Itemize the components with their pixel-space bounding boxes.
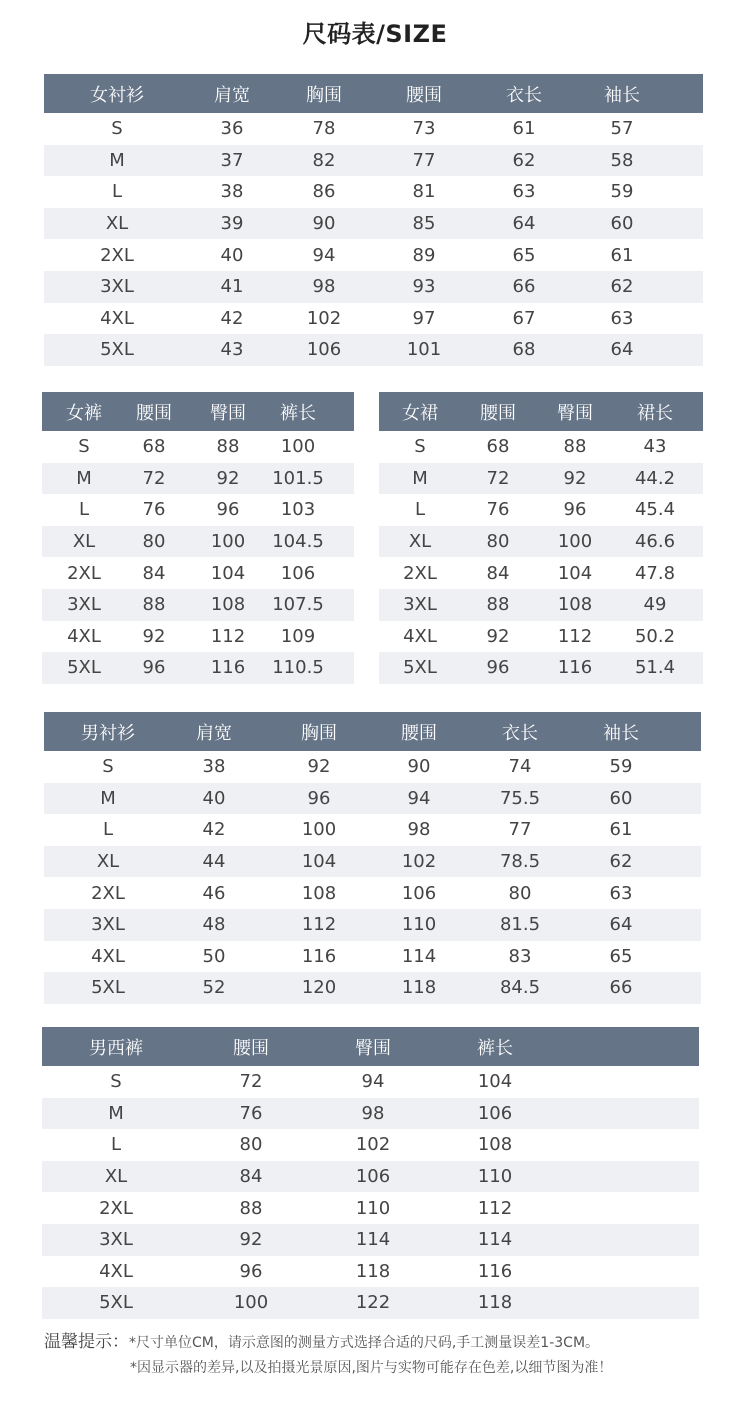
table-header-row bbox=[42, 1027, 699, 1066]
table-cell: 88 bbox=[239, 1197, 263, 1219]
table-cell: XL bbox=[105, 213, 129, 235]
table-cell: 74 bbox=[508, 756, 532, 778]
table-cell: 104.5 bbox=[272, 531, 324, 553]
table-cell: 83 bbox=[508, 945, 532, 967]
table-cell: 65 bbox=[609, 945, 633, 967]
table-row bbox=[42, 494, 354, 526]
table-cell: 40 bbox=[202, 787, 226, 809]
table-cell: 2XL bbox=[100, 244, 134, 266]
table-cell: 36 bbox=[220, 118, 244, 140]
table-cell: 78 bbox=[312, 118, 336, 140]
table-cell: 67 bbox=[512, 307, 536, 329]
table-cell: S bbox=[414, 436, 426, 458]
table-row bbox=[44, 176, 703, 208]
table-row bbox=[379, 431, 703, 463]
header-cell: 腰围 bbox=[406, 84, 442, 106]
header-cell: 腰围 bbox=[136, 402, 172, 424]
table-cell: 98 bbox=[407, 819, 431, 841]
table-cell: 76 bbox=[486, 499, 510, 521]
table-cell: 63 bbox=[610, 307, 634, 329]
header-cell: 袖长 bbox=[603, 722, 639, 744]
header-cell: 肩宽 bbox=[214, 84, 250, 106]
table-cell: 4XL bbox=[403, 625, 437, 647]
table-cell: M bbox=[76, 467, 92, 489]
table-cell: 108 bbox=[210, 594, 246, 616]
table-cell: 100 bbox=[280, 436, 316, 458]
table-row bbox=[42, 652, 354, 684]
table-cell: 80 bbox=[508, 882, 532, 904]
table-row bbox=[44, 972, 701, 1004]
table-cell: 41 bbox=[220, 276, 244, 298]
table-cell: 58 bbox=[610, 149, 634, 171]
table-cell: 78.5 bbox=[499, 851, 541, 873]
table-cell: 76 bbox=[239, 1102, 263, 1124]
table-cell: 100 bbox=[557, 531, 593, 553]
table-cell: 52 bbox=[202, 977, 226, 999]
table-cell: 2XL bbox=[403, 562, 437, 584]
table-cell: 2XL bbox=[67, 562, 101, 584]
table-cell: 112 bbox=[210, 625, 246, 647]
table-cell: 94 bbox=[361, 1071, 385, 1093]
table-cell: 102 bbox=[306, 307, 342, 329]
table-cell: 104 bbox=[477, 1071, 513, 1093]
table-cell: 68 bbox=[512, 339, 536, 361]
table-row bbox=[42, 526, 354, 558]
table-cell: 59 bbox=[609, 756, 633, 778]
header-cell: 男西裤 bbox=[89, 1037, 143, 1059]
table-cell: 64 bbox=[512, 213, 536, 235]
note-text-1: *尺寸单位CM，请示意图的测量方式选择合适的尺码,手工测量误差1-3CM。 bbox=[129, 1335, 600, 1351]
table-cell: 102 bbox=[401, 851, 437, 873]
table-row bbox=[44, 239, 703, 271]
table-cell: L bbox=[110, 1134, 122, 1156]
table-cell: 84 bbox=[486, 562, 510, 584]
header-cell: 衣长 bbox=[502, 722, 538, 744]
table-row bbox=[44, 814, 701, 846]
table-row bbox=[42, 1098, 699, 1130]
table-cell: L bbox=[102, 819, 114, 841]
table-cell: 57 bbox=[610, 118, 634, 140]
table-cell: 44 bbox=[202, 851, 226, 873]
table-cell: 100 bbox=[233, 1292, 269, 1314]
table-cell: 116 bbox=[210, 657, 246, 679]
header-cell: 臀围 bbox=[355, 1037, 391, 1059]
table-cell: 104 bbox=[557, 562, 593, 584]
table-cell: 46 bbox=[202, 882, 226, 904]
table-cell: 77 bbox=[508, 819, 532, 841]
table-cell: 4XL bbox=[100, 307, 134, 329]
table-cell: 72 bbox=[486, 467, 510, 489]
header-cell: 臀围 bbox=[557, 402, 593, 424]
header-cell: 女裤 bbox=[66, 402, 102, 424]
table-cell: 110 bbox=[477, 1166, 513, 1188]
table-cell: 66 bbox=[512, 276, 536, 298]
table-cell: 75.5 bbox=[499, 787, 541, 809]
table-cell: 108 bbox=[477, 1134, 513, 1156]
table-cell: 88 bbox=[563, 436, 587, 458]
table-cell: 61 bbox=[512, 118, 536, 140]
table-cell: 3XL bbox=[99, 1229, 133, 1251]
table-cell: 96 bbox=[563, 499, 587, 521]
table-cell: 80 bbox=[142, 531, 166, 553]
table-cell: 72 bbox=[239, 1071, 263, 1093]
table-cell: 92 bbox=[563, 467, 587, 489]
table-cell: 109 bbox=[280, 625, 316, 647]
table-cell: M bbox=[108, 1102, 124, 1124]
table-cell: 96 bbox=[239, 1260, 263, 1282]
table-row bbox=[379, 652, 703, 684]
table-cell: 61 bbox=[609, 819, 633, 841]
table-cell: 76 bbox=[142, 499, 166, 521]
table-cell: 84.5 bbox=[499, 977, 541, 999]
table-row bbox=[379, 557, 703, 589]
table-row bbox=[44, 303, 703, 335]
table-cell: 5XL bbox=[91, 977, 125, 999]
men-trousers-size-table bbox=[42, 1027, 699, 1319]
table-cell: 118 bbox=[401, 977, 437, 999]
table-cell: 106 bbox=[477, 1102, 513, 1124]
note-text-2: *因显示器的差异,以及拍摄光景原因,图片与实物可能存在色差,以细节图为准！ bbox=[130, 1360, 613, 1376]
table-cell: 62 bbox=[610, 276, 634, 298]
table-cell: 38 bbox=[220, 181, 244, 203]
table-cell: 122 bbox=[355, 1292, 391, 1314]
table-row bbox=[42, 621, 354, 653]
table-cell: 61 bbox=[610, 244, 634, 266]
table-cell: 47.8 bbox=[634, 562, 676, 584]
table-row bbox=[44, 846, 701, 878]
table-cell: 42 bbox=[220, 307, 244, 329]
table-cell: 60 bbox=[610, 213, 634, 235]
table-cell: 114 bbox=[477, 1229, 513, 1251]
header-cell: 腰围 bbox=[480, 402, 516, 424]
table-cell: 88 bbox=[486, 594, 510, 616]
table-row bbox=[44, 113, 703, 145]
table-cell: 51.4 bbox=[634, 657, 676, 679]
table-cell: 5XL bbox=[100, 339, 134, 361]
table-cell: 43 bbox=[643, 436, 667, 458]
table-cell: 104 bbox=[301, 851, 337, 873]
header-cell: 裤长 bbox=[477, 1037, 513, 1059]
table-cell: 103 bbox=[280, 499, 316, 521]
table-cell: 84 bbox=[142, 562, 166, 584]
table-cell: 3XL bbox=[403, 594, 437, 616]
table-cell: 80 bbox=[239, 1134, 263, 1156]
table-cell: 110 bbox=[355, 1197, 391, 1219]
table-cell: 81 bbox=[412, 181, 436, 203]
table-cell: 81.5 bbox=[499, 914, 541, 936]
table-cell: 100 bbox=[210, 531, 246, 553]
table-row bbox=[379, 526, 703, 558]
table-cell: 88 bbox=[216, 436, 240, 458]
notes-label: 温馨提示： bbox=[44, 1332, 129, 1352]
table-cell: L bbox=[111, 181, 123, 203]
table-cell: S bbox=[111, 118, 123, 140]
table-cell: 62 bbox=[609, 851, 633, 873]
table-cell: 77 bbox=[412, 149, 436, 171]
table-row bbox=[42, 1224, 699, 1256]
table-row bbox=[379, 589, 703, 621]
table-cell: 82 bbox=[312, 149, 336, 171]
table-cell: 4XL bbox=[99, 1260, 133, 1282]
table-cell: 68 bbox=[486, 436, 510, 458]
table-row bbox=[44, 941, 701, 973]
table-cell: 5XL bbox=[403, 657, 437, 679]
table-cell: 37 bbox=[220, 149, 244, 171]
table-row bbox=[42, 1161, 699, 1193]
header-cell: 臀围 bbox=[210, 402, 246, 424]
table-cell: 73 bbox=[412, 118, 436, 140]
header-cell: 衣长 bbox=[506, 84, 542, 106]
table-cell: XL bbox=[104, 1166, 128, 1188]
notes-section bbox=[44, 1329, 734, 1381]
table-row bbox=[44, 751, 701, 783]
table-cell: 92 bbox=[307, 756, 331, 778]
table-cell: 96 bbox=[307, 787, 331, 809]
women-shirt-size-table bbox=[44, 74, 703, 366]
table-cell: 100 bbox=[301, 819, 337, 841]
table-cell: 90 bbox=[407, 756, 431, 778]
table-row bbox=[44, 334, 703, 366]
note-line-1 bbox=[44, 1329, 734, 1355]
table-header-row bbox=[44, 712, 701, 751]
table-cell: 45.4 bbox=[634, 499, 676, 521]
table-cell: 106 bbox=[306, 339, 342, 361]
table-row bbox=[44, 145, 703, 177]
table-cell: 4XL bbox=[67, 625, 101, 647]
table-cell: 63 bbox=[512, 181, 536, 203]
table-cell: 90 bbox=[312, 213, 336, 235]
table-row bbox=[379, 463, 703, 495]
table-row bbox=[44, 208, 703, 240]
table-cell: 114 bbox=[401, 945, 437, 967]
table-cell: 89 bbox=[412, 244, 436, 266]
table-cell: 108 bbox=[301, 882, 337, 904]
table-row bbox=[42, 557, 354, 589]
table-cell: 72 bbox=[142, 467, 166, 489]
table-cell: 118 bbox=[355, 1260, 391, 1282]
table-row bbox=[44, 909, 701, 941]
table-cell: 3XL bbox=[67, 594, 101, 616]
table-row bbox=[42, 1066, 699, 1098]
table-cell: 64 bbox=[609, 914, 633, 936]
table-cell: 40 bbox=[220, 244, 244, 266]
table-cell: XL bbox=[96, 851, 120, 873]
header-cell: 女衬衫 bbox=[90, 84, 144, 106]
table-cell: 98 bbox=[361, 1102, 385, 1124]
table-cell: S bbox=[78, 436, 90, 458]
table-cell: 49 bbox=[643, 594, 667, 616]
table-cell: XL bbox=[408, 531, 432, 553]
table-cell: L bbox=[78, 499, 90, 521]
table-cell: 102 bbox=[355, 1134, 391, 1156]
table-cell: 4XL bbox=[91, 945, 125, 967]
table-cell: L bbox=[414, 499, 426, 521]
note-line-2 bbox=[44, 1355, 734, 1381]
women-skirt-size-table bbox=[379, 392, 703, 684]
header-cell: 腰围 bbox=[401, 722, 437, 744]
table-row bbox=[42, 431, 354, 463]
table-cell: 94 bbox=[312, 244, 336, 266]
table-cell: 112 bbox=[301, 914, 337, 936]
table-row bbox=[42, 1287, 699, 1319]
table-cell: 66 bbox=[609, 977, 633, 999]
table-cell: 98 bbox=[312, 276, 336, 298]
header-cell: 袖长 bbox=[604, 84, 640, 106]
header-cell: 肩宽 bbox=[196, 722, 232, 744]
table-cell: 86 bbox=[312, 181, 336, 203]
table-row bbox=[42, 589, 354, 621]
table-cell: 114 bbox=[355, 1229, 391, 1251]
table-cell: 116 bbox=[557, 657, 593, 679]
table-cell: M bbox=[100, 787, 116, 809]
table-cell: 50 bbox=[202, 945, 226, 967]
table-row bbox=[42, 1256, 699, 1288]
header-cell: 裤长 bbox=[280, 402, 316, 424]
table-cell: 42 bbox=[202, 819, 226, 841]
header-cell: 裙长 bbox=[637, 402, 673, 424]
header-cell: 腰围 bbox=[233, 1037, 269, 1059]
table-cell: 3XL bbox=[100, 276, 134, 298]
page-title: 尺码表/SIZE bbox=[302, 20, 448, 48]
header-cell: 胸围 bbox=[306, 84, 342, 106]
table-cell: 118 bbox=[477, 1292, 513, 1314]
table-cell: 96 bbox=[486, 657, 510, 679]
table-row bbox=[379, 494, 703, 526]
table-cell: 60 bbox=[609, 787, 633, 809]
table-cell: 46.6 bbox=[634, 531, 676, 553]
table-header-row bbox=[42, 392, 354, 431]
table-row bbox=[44, 271, 703, 303]
table-cell: 92 bbox=[142, 625, 166, 647]
table-row bbox=[379, 621, 703, 653]
table-cell: 43 bbox=[220, 339, 244, 361]
table-row bbox=[42, 1129, 699, 1161]
table-cell: 39 bbox=[220, 213, 244, 235]
table-cell: M bbox=[412, 467, 428, 489]
header-cell: 女裙 bbox=[402, 402, 438, 424]
table-cell: 85 bbox=[412, 213, 436, 235]
table-cell: 38 bbox=[202, 756, 226, 778]
table-cell: 108 bbox=[557, 594, 593, 616]
table-cell: 116 bbox=[301, 945, 337, 967]
table-cell: 48 bbox=[202, 914, 226, 936]
table-cell: 101 bbox=[406, 339, 442, 361]
table-cell: 112 bbox=[557, 625, 593, 647]
table-cell: 120 bbox=[301, 977, 337, 999]
table-row bbox=[44, 877, 701, 909]
table-cell: 110 bbox=[401, 914, 437, 936]
table-cell: S bbox=[110, 1071, 122, 1093]
table-cell: 101.5 bbox=[272, 467, 324, 489]
table-cell: 96 bbox=[142, 657, 166, 679]
table-cell: 106 bbox=[401, 882, 437, 904]
table-cell: 106 bbox=[280, 562, 316, 584]
header-cell: 胸围 bbox=[301, 722, 337, 744]
table-cell: XL bbox=[72, 531, 96, 553]
table-cell: 62 bbox=[512, 149, 536, 171]
table-cell: 112 bbox=[477, 1197, 513, 1219]
table-cell: 107.5 bbox=[272, 594, 324, 616]
table-cell: 5XL bbox=[67, 657, 101, 679]
table-row bbox=[44, 783, 701, 815]
table-cell: 84 bbox=[239, 1166, 263, 1188]
table-cell: 93 bbox=[412, 276, 436, 298]
table-cell: 65 bbox=[512, 244, 536, 266]
table-cell: 44.2 bbox=[634, 467, 676, 489]
table-cell: 2XL bbox=[91, 882, 125, 904]
table-cell: 106 bbox=[355, 1166, 391, 1188]
table-cell: 5XL bbox=[99, 1292, 133, 1314]
table-cell: 94 bbox=[407, 787, 431, 809]
table-cell: 92 bbox=[486, 625, 510, 647]
table-cell: 104 bbox=[210, 562, 246, 584]
table-cell: 92 bbox=[216, 467, 240, 489]
table-cell: 64 bbox=[610, 339, 634, 361]
table-cell: 50.2 bbox=[634, 625, 676, 647]
table-cell: 92 bbox=[239, 1229, 263, 1251]
table-cell: 110.5 bbox=[272, 657, 324, 679]
table-row bbox=[42, 1192, 699, 1224]
table-cell: 3XL bbox=[91, 914, 125, 936]
table-cell: 68 bbox=[142, 436, 166, 458]
table-header-row bbox=[44, 74, 703, 113]
table-cell: 80 bbox=[486, 531, 510, 553]
table-cell: 59 bbox=[610, 181, 634, 203]
table-row bbox=[42, 463, 354, 495]
table-cell: 96 bbox=[216, 499, 240, 521]
table-cell: 97 bbox=[412, 307, 436, 329]
table-cell: 63 bbox=[609, 882, 633, 904]
women-pants-size-table bbox=[42, 392, 354, 684]
header-cell: 男衬衫 bbox=[81, 722, 135, 744]
table-header-row bbox=[379, 392, 703, 431]
table-cell: M bbox=[109, 149, 125, 171]
table-cell: 116 bbox=[477, 1260, 513, 1282]
table-cell: 2XL bbox=[99, 1197, 133, 1219]
table-cell: 88 bbox=[142, 594, 166, 616]
table-cell: S bbox=[102, 756, 114, 778]
men-shirt-size-table bbox=[44, 712, 701, 1004]
